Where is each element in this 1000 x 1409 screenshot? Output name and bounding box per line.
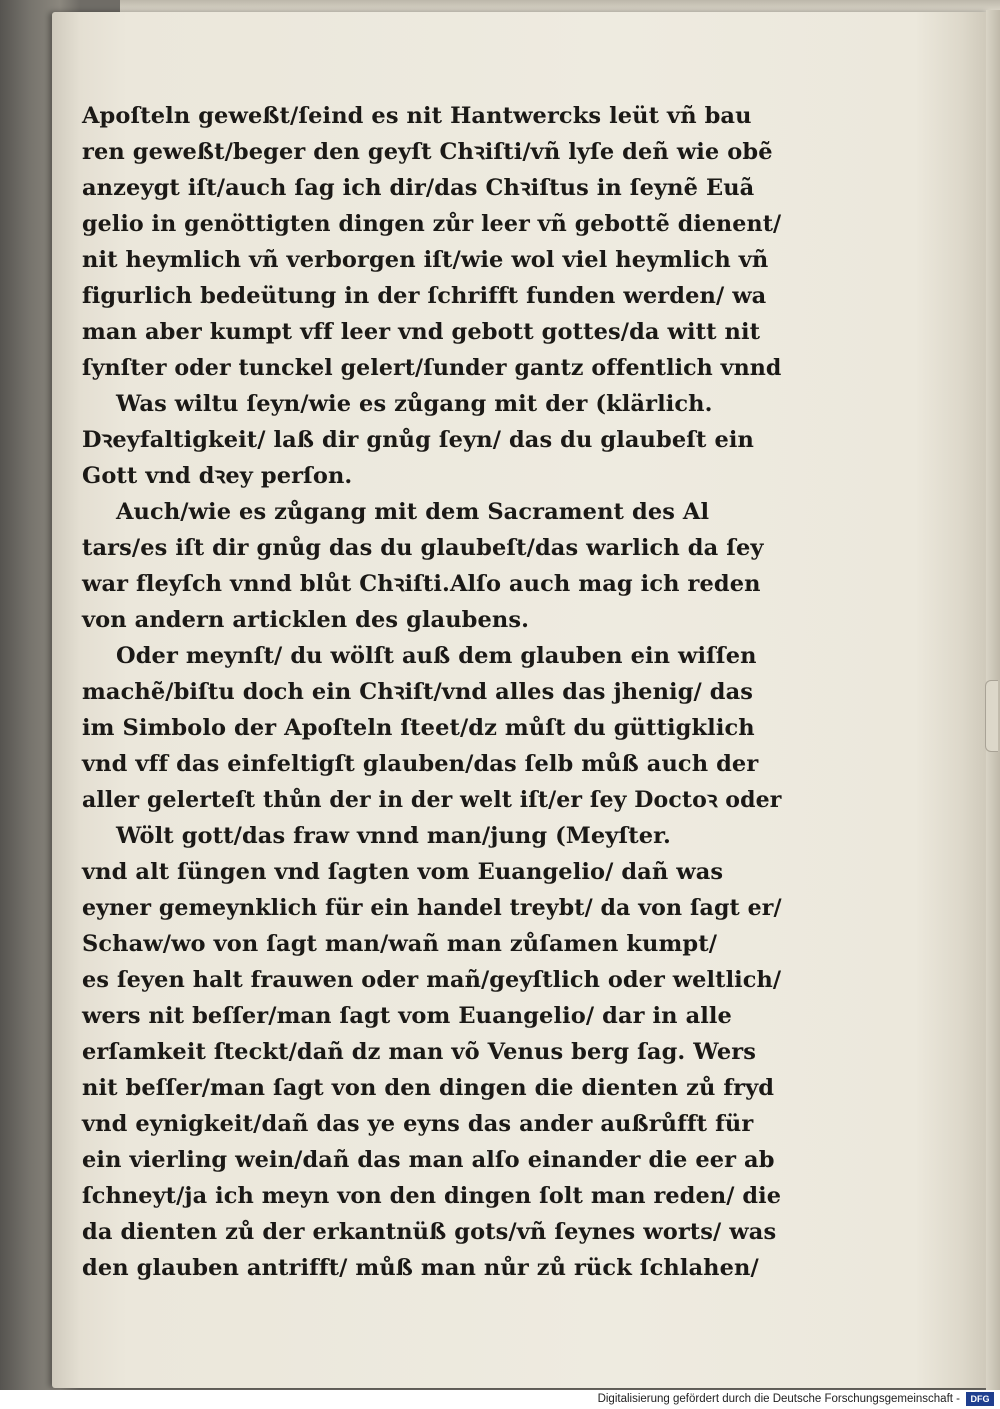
- text-line: gelio in genöttigten dingen zůr leer vñ gebottẽ dienent/: [82, 211, 782, 237]
- text-line: ren geweßt/beger den geyſt Chꝛiſti/vñ lyſe deñ wie obẽ: [82, 139, 773, 165]
- text-line: Gott vnd dꝛey perſon.: [82, 463, 353, 489]
- text-line: es ſeyen halt frauwen oder mañ/geyſtlich oder weltlich/: [82, 967, 782, 993]
- text-line: man aber kumpt vff leer vnd gebott gottes/da witt nit: [82, 319, 761, 345]
- text-line: den glauben antrifft/ můß man nůr zů rück ſchlahen/: [82, 1255, 759, 1281]
- text-line: Was wiltu ſeyn/wie es zůgang mit der (klärlich.: [116, 391, 713, 417]
- text-line: Dꝛeyfaltigkeit/ laß dir gnůg ſeyn/ das du glaubeſt ein: [82, 427, 754, 453]
- text-line: vnd vff das einfeltigſt glauben/das ſelb můß auch der: [82, 751, 759, 777]
- text-line: figurlich bedeütung in der ſchrifft funden werden/ wa: [82, 283, 767, 309]
- text-line: vnd alt ſüngen vnd ſagten vom Euangelio/ dañ was: [82, 859, 724, 885]
- text-line: Schaw/wo von ſagt man/wañ man zůſamen kumpt/: [82, 931, 718, 957]
- digitization-credit: Digitalisierung gefördert durch die Deutsche Forschungsgemeinschaft -: [597, 1393, 960, 1405]
- text-line: von andern articklen des glaubens.: [82, 607, 530, 633]
- text-line: aller gelerteſt thůn der in der welt iſt/er ſey Doctoꝛ oder: [82, 787, 782, 813]
- text-line: Oder meynſt/ du wölſt auß dem glauben ein wiſſen: [116, 643, 757, 669]
- text-line: tars/es iſt dir gnůg das du glaubeſt/das warlich da ſey: [82, 535, 764, 561]
- text-line: ſchneyt/ja ich meyn von den dingen ſolt man reden/ die: [82, 1183, 782, 1209]
- page-tab: [985, 680, 998, 752]
- text-line: machẽ/biſtu doch ein Chꝛiſt/vnd alles das jhenig/ das: [82, 679, 754, 705]
- text-line: Wölt gott/das fraw vnnd man/jung (Meyſter.: [116, 823, 671, 849]
- text-line: vnd eynigkeit/dañ das ye eyns das ander außrůfft für: [82, 1111, 754, 1137]
- text-line: nit beſſer/man ſagt von den dingen die dienten zů fryd: [82, 1075, 775, 1101]
- text-line: erſamkeit ſteckt/dañ dz man võ Venus berg ſag. Wers: [82, 1039, 756, 1065]
- text-line: war fleyſch vnnd blůt Chꝛiſti.Alſo auch mag ich reden: [82, 571, 761, 597]
- page-text: [82, 98, 782, 1286]
- text-line: eyner gemeynklich für ein handel treybt/ da von ſagt er/: [82, 895, 782, 921]
- text-line: Apoſteln geweßt/ſeind es nit Hantwercks leüt vñ bau: [82, 103, 752, 129]
- text-line: ſynſter oder tunckel gelert/ſunder gantz offentlich vnnd: [82, 355, 782, 381]
- text-line: im Simbolo der Apoſteln ſteet/dz můſt du güttigklich: [82, 715, 755, 741]
- footer-bar: [0, 1390, 1000, 1409]
- dfg-logo: DFG: [966, 1392, 994, 1406]
- text-line: Auch/wie es zůgang mit dem Sacrament des Al: [116, 499, 710, 525]
- text-line: ein vierling wein/dañ das man alſo einander die eer ab: [82, 1147, 775, 1173]
- text-line: wers nit beſſer/man ſagt vom Euangelio/ dar in alle: [82, 1003, 732, 1029]
- text-line: nit heymlich vñ verborgen iſt/wie wol viel heymlich vñ: [82, 247, 769, 273]
- text-line: anzeygt iſt/auch ſag ich dir/das Chꝛiſtus in ſeynẽ Euã: [82, 175, 755, 201]
- text-line: da dienten zů der erkantnüß gots/vñ ſeynes worts/ was: [82, 1219, 777, 1245]
